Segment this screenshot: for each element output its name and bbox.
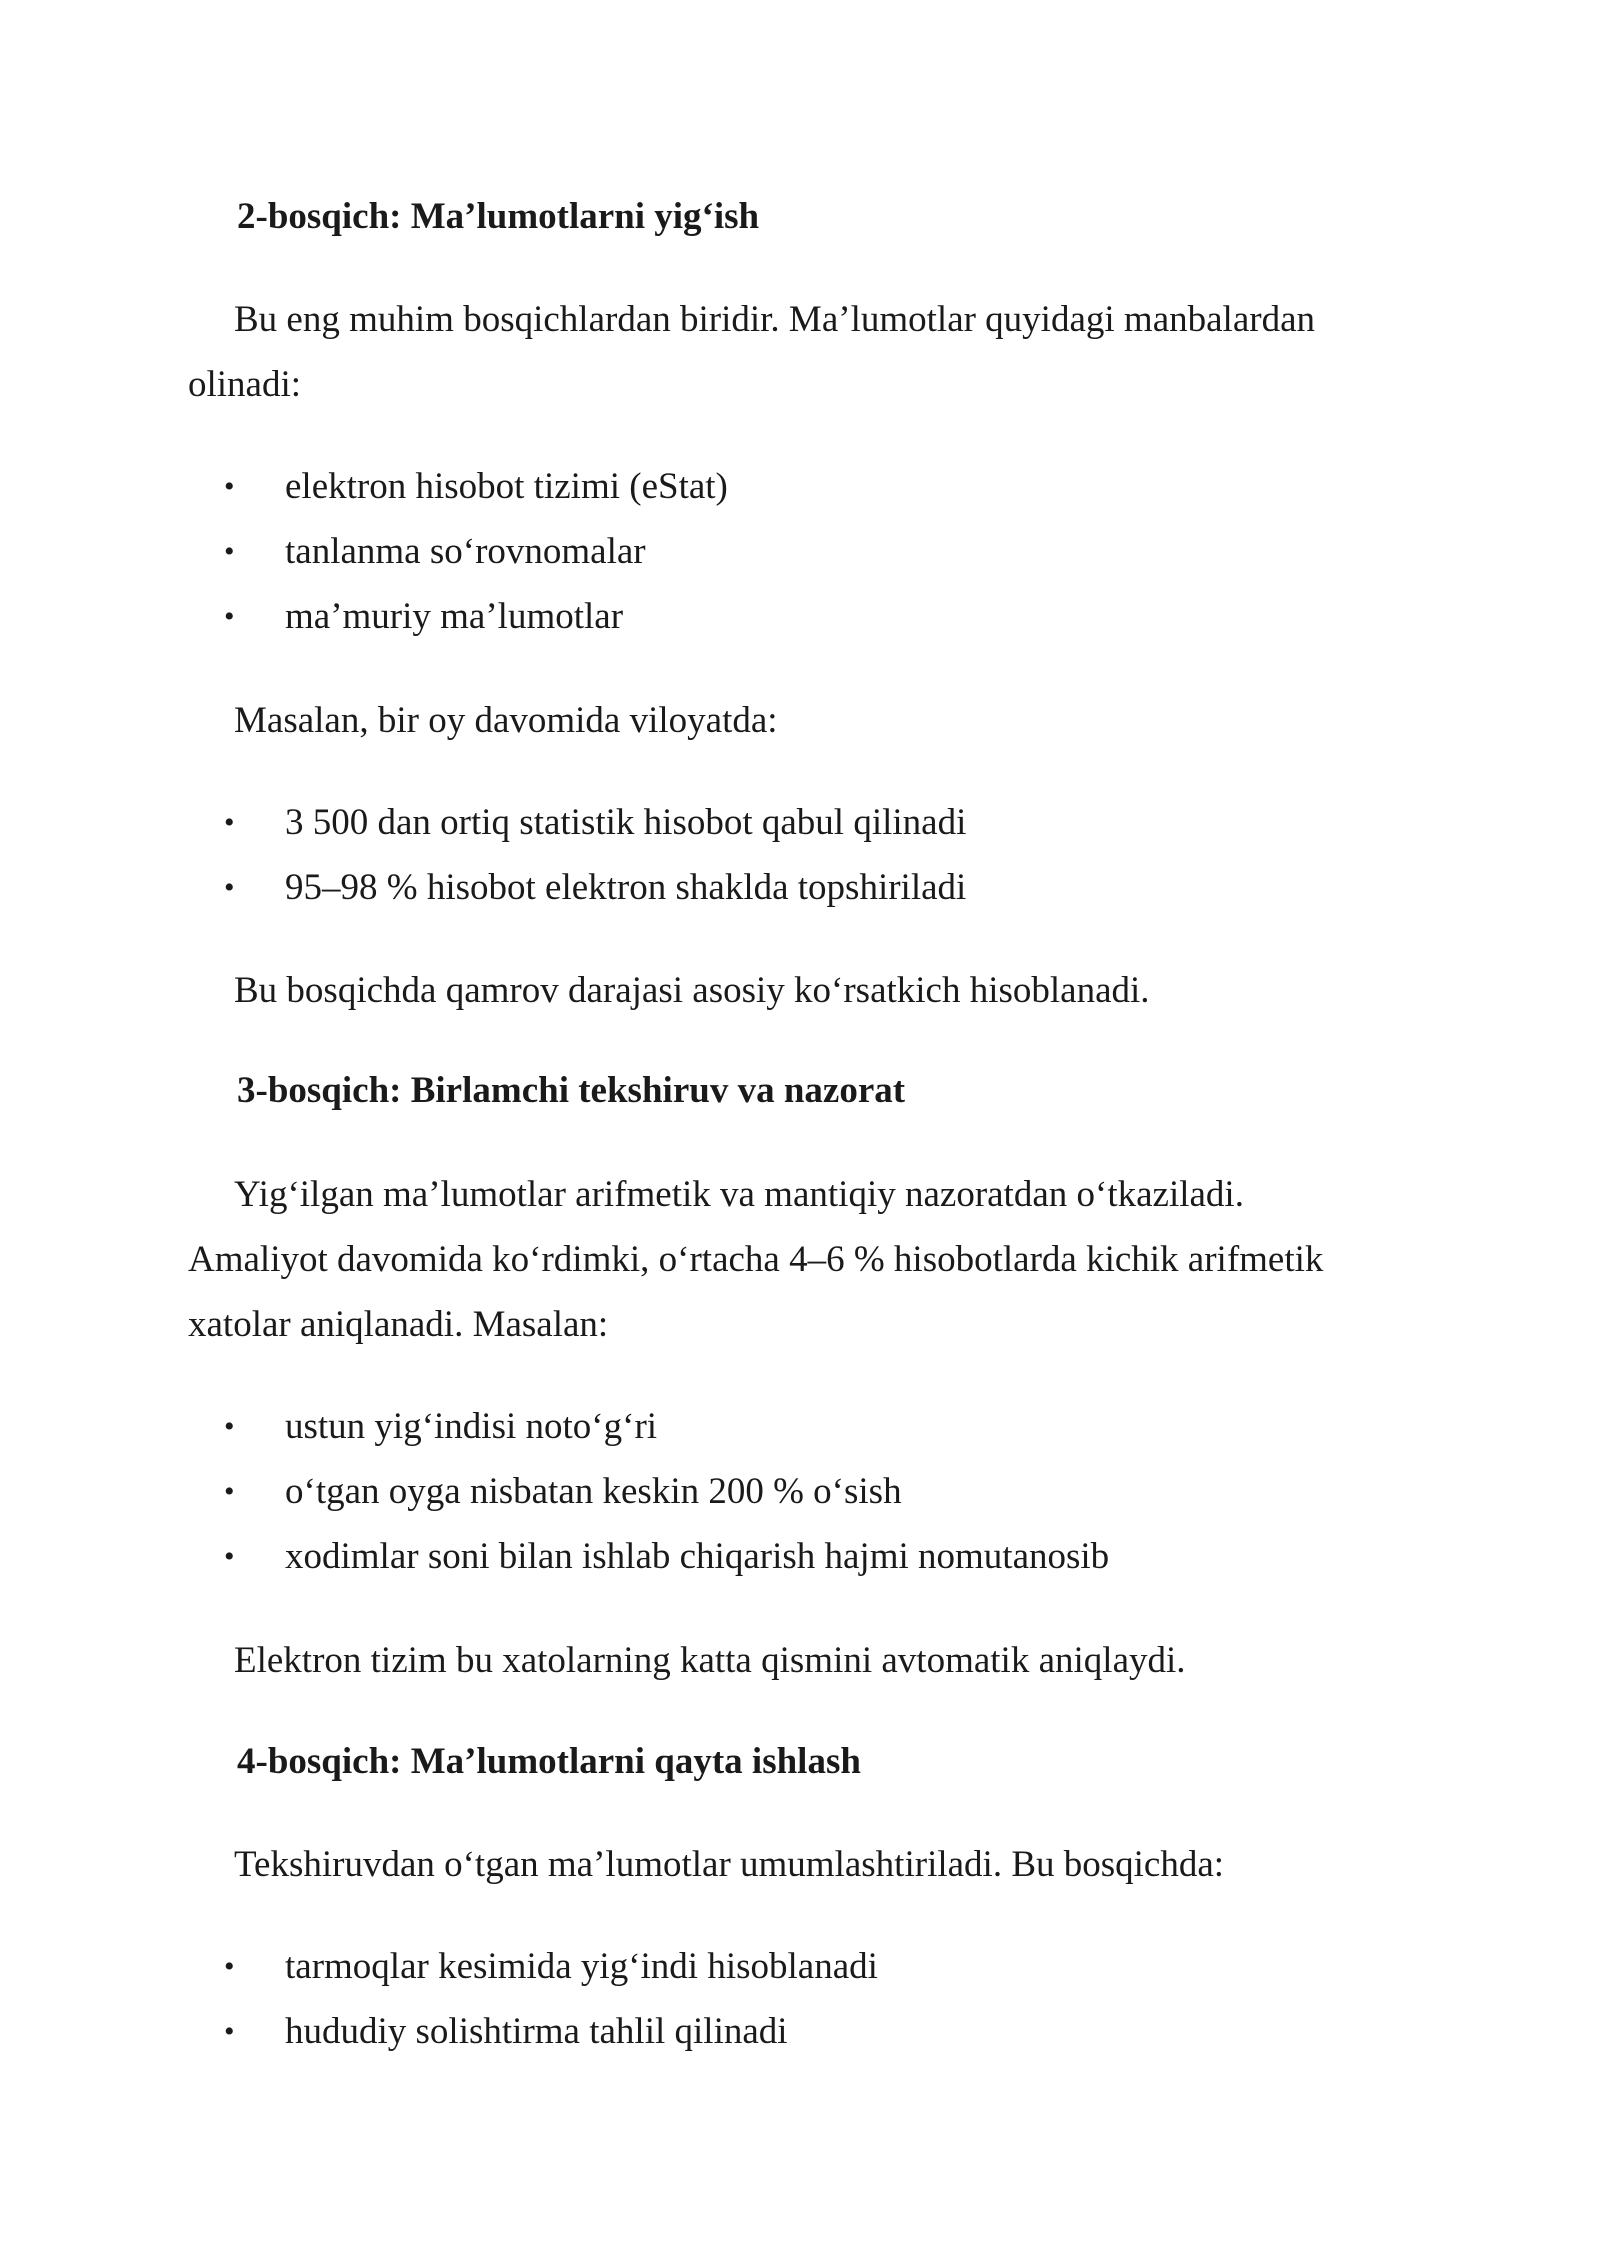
- bullet-icon: •: [224, 535, 235, 568]
- bullet-icon: •: [224, 1950, 235, 1983]
- bullet-icon: •: [224, 600, 235, 633]
- bullet-icon: •: [224, 2015, 235, 2048]
- bullet-icon: •: [224, 871, 235, 904]
- section-3-intro: Yig‘ilgan ma’lumotlar arifmetik va mantiqiy nazoratdan o‘tkaziladi. Amaliyot davomida ko‘rdimki, o‘rtacha 4–6 % hisobotlarda kichik arifmetik xatolar aniqlanadi. Masalan:: [188, 1174, 1324, 1345]
- section-4-intro: Tekshiruvdan o‘tgan ma’lumotlar umumlashtiriladi. Bu bosqichda:: [234, 1844, 1225, 1885]
- bullet-icon: •: [224, 1410, 235, 1443]
- bullet-icon: •: [224, 1540, 235, 1573]
- section-heading-4: 4-bosqich: Ma’lumotlarni qayta ishlash: [237, 1741, 861, 1782]
- section-heading-3: 3-bosqich: Birlamchi tekshiruv va nazorat: [237, 1070, 906, 1111]
- document-page: 2-bosqich: Ma’lumotlarni yig‘ish Bu eng muhim bosqichlardan biridir. Ma’lumotlar quyidagi manbalardan olinadi: • elektron hisobot tizimi (eStat) • tanlanma so‘rovnomalar • ma’muriy ma’lumotlar Masalan, bir oy davomida viloyatda: • 3 500 dan ortiq statistik hisobot qabul qilinadi • 95–98 % hisobot elektron shaklda topshiriladi Bu bosqichda qamrov darajasi asosiy ko‘rsatkich hisoblanadi. 3-bosqich: Birlamchi tekshiruv va nazorat Yig‘ilgan ma’lumotlar arifmetik va mantiqiy nazoratdan o‘tkaziladi. Amaliyot davomida ko‘rdimki, o‘rtacha 4–6 % hisobotlarda kichik arifmetik xatolar aniqlanadi. Masalan: • ustun yig‘indisi noto‘g‘ri • o‘tgan oyga nisbatan keskin 200 % o‘sish • xodimlar soni bilan ishlab chiqarish hajmi nomutanosib Elektron tizim bu xatolarning katta qismini avtomatik aniqlaydi. 4-bosqich: Ma’lumotlarni qayta ishlash Tekshiruvdan o‘tgan ma’lumotlar umumlashtiriladi. Bu bosqichda: • tarmoqlar kesimida yig‘indi hisoblanadi • hududiy solishtirma tahlil qilinadi: [0, 0, 1600, 2262]
- section-3-closing: Elektron tizim bu xatolarning katta qismini avtomatik aniqlaydi.: [234, 1640, 1186, 1681]
- bullet-icon: •: [224, 1475, 235, 1508]
- section-2-closing: Bu bosqichda qamrov darajasi asosiy ko‘rsatkich hisoblanadi.: [234, 970, 1150, 1011]
- section-2-example: Masalan, bir oy davomida viloyatda:: [234, 700, 778, 741]
- section-heading-2: 2-bosqich: Ma’lumotlarni yig‘ish: [237, 196, 760, 237]
- bullet-icon: •: [224, 806, 235, 839]
- bullet-icon: •: [224, 470, 235, 503]
- section-2-intro: Bu eng muhim bosqichlardan biridir. Ma’lumotlar quyidagi manbalardan olinadi:: [188, 299, 1315, 405]
